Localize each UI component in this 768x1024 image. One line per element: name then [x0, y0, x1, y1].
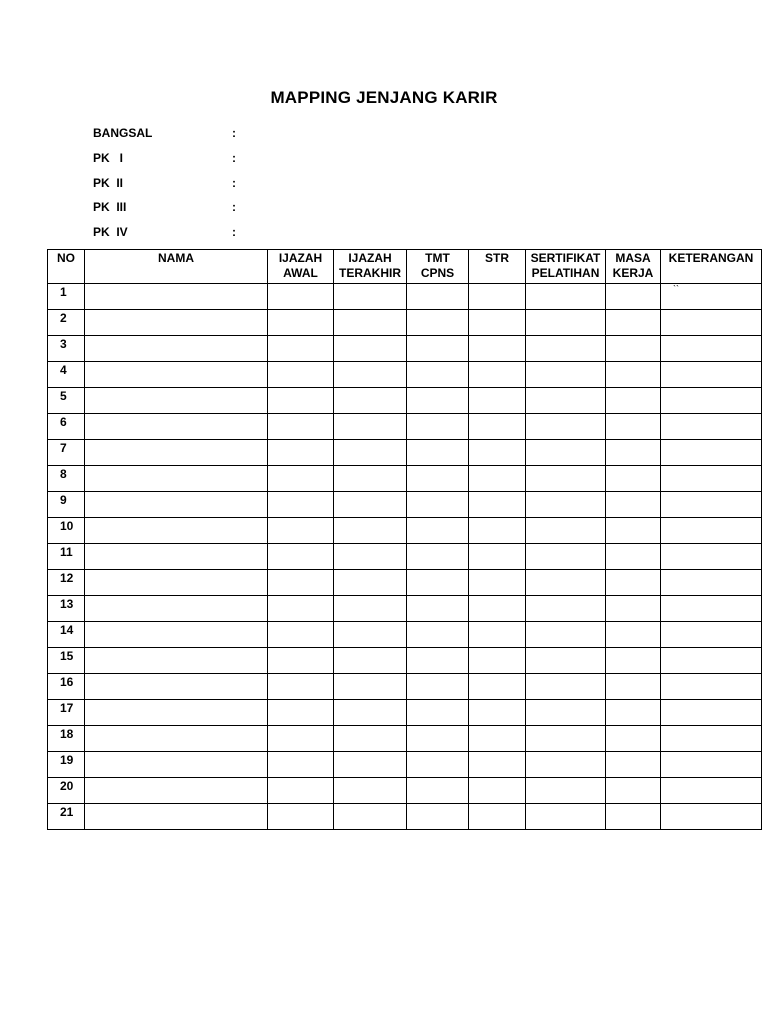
cell-ijazah-terakhir — [334, 492, 407, 518]
table-row — [48, 440, 762, 466]
cell-ijazah-awal — [268, 596, 334, 622]
table-row — [48, 388, 762, 414]
table-row — [48, 726, 762, 752]
cell-ijazah-awal — [268, 700, 334, 726]
cell-nama — [85, 284, 268, 310]
cell-no: 18 — [48, 726, 85, 752]
cell-nama — [85, 388, 268, 414]
cell-ijazah-awal — [268, 414, 334, 440]
cell-sertifikat-pelatihan — [526, 674, 606, 700]
cell-ijazah-terakhir — [334, 544, 407, 570]
cell-str — [469, 700, 526, 726]
cell-ijazah-awal — [268, 310, 334, 336]
cell-ijazah-awal — [268, 570, 334, 596]
cell-masa-kerja — [606, 388, 661, 414]
table-row — [48, 310, 762, 336]
cell-ijazah-terakhir — [334, 440, 407, 466]
cell-str — [469, 388, 526, 414]
cell-ijazah-terakhir — [334, 388, 407, 414]
cell-str — [469, 518, 526, 544]
cell-masa-kerja — [606, 726, 661, 752]
cell-tmt-cpns — [407, 596, 469, 622]
cell-sertifikat-pelatihan — [526, 466, 606, 492]
cell-str — [469, 492, 526, 518]
cell-sertifikat-pelatihan — [526, 804, 606, 830]
header-line-2: AWAL — [283, 266, 318, 280]
cell-ijazah-terakhir — [334, 778, 407, 804]
cell-sertifikat-pelatihan — [526, 310, 606, 336]
cell-no: 1 — [48, 284, 85, 310]
cell-ijazah-terakhir — [334, 752, 407, 778]
cell-str — [469, 544, 526, 570]
cell-str — [469, 362, 526, 388]
cell-str — [469, 674, 526, 700]
cell-str — [469, 726, 526, 752]
cell-sertifikat-pelatihan — [526, 414, 606, 440]
cell-ijazah-awal — [268, 284, 334, 310]
cell-str — [469, 648, 526, 674]
cell-sertifikat-pelatihan — [526, 492, 606, 518]
cell-nama — [85, 648, 268, 674]
cell-str — [469, 778, 526, 804]
table-row — [48, 778, 762, 804]
cell-no: 4 — [48, 362, 85, 388]
header-line-1: MASA — [615, 251, 651, 265]
cell-no: 2 — [48, 310, 85, 336]
info-label: BANGSAL — [93, 126, 153, 140]
header-line-1: SERTIFIKAT — [530, 251, 601, 265]
cell-keterangan — [661, 596, 762, 622]
cell-nama — [85, 466, 268, 492]
cell-nama — [85, 726, 268, 752]
table-row — [48, 804, 762, 830]
cell-tmt-cpns — [407, 648, 469, 674]
cell-sertifikat-pelatihan — [526, 284, 606, 310]
cell-nama — [85, 310, 268, 336]
cell-str — [469, 284, 526, 310]
cell-masa-kerja — [606, 648, 661, 674]
cell-ijazah-awal — [268, 804, 334, 830]
cell-masa-kerja — [606, 336, 661, 362]
cell-ijazah-terakhir — [334, 310, 407, 336]
header-line-1: IJAZAH — [278, 251, 323, 265]
column-header-str — [469, 250, 526, 284]
table-row — [48, 596, 762, 622]
table-row — [48, 518, 762, 544]
cell-ijazah-terakhir — [334, 466, 407, 492]
cell-tmt-cpns — [407, 362, 469, 388]
cell-tmt-cpns — [407, 310, 469, 336]
cell-sertifikat-pelatihan — [526, 648, 606, 674]
cell-ijazah-awal — [268, 388, 334, 414]
table-row — [48, 466, 762, 492]
header-line-2: CPNS — [420, 266, 455, 280]
cell-ijazah-terakhir — [334, 726, 407, 752]
table-row — [48, 648, 762, 674]
cell-sertifikat-pelatihan — [526, 778, 606, 804]
cell-tmt-cpns — [407, 414, 469, 440]
cell-nama — [85, 596, 268, 622]
cell-nama — [85, 414, 268, 440]
cell-no: 7 — [48, 440, 85, 466]
cell-tmt-cpns — [407, 752, 469, 778]
cell-sertifikat-pelatihan — [526, 726, 606, 752]
table-header-row — [48, 250, 762, 284]
column-header-tmt-cpns — [407, 250, 469, 284]
header-line-1: IJAZAH — [348, 251, 392, 265]
header-line-1: KETERANGAN — [668, 251, 754, 265]
cell-sertifikat-pelatihan — [526, 700, 606, 726]
cell-no: 19 — [48, 752, 85, 778]
cell-no: 11 — [48, 544, 85, 570]
cell-keterangan — [661, 804, 762, 830]
cell-ijazah-terakhir — [334, 570, 407, 596]
cell-str — [469, 622, 526, 648]
cell-no: 20 — [48, 778, 85, 804]
column-header-ijazah-awal — [268, 250, 334, 284]
cell-keterangan: `` — [661, 284, 762, 310]
info-label: PK III — [93, 200, 127, 215]
cell-nama — [85, 622, 268, 648]
cell-masa-kerja — [606, 778, 661, 804]
cell-tmt-cpns — [407, 700, 469, 726]
cell-masa-kerja — [606, 440, 661, 466]
info-colon: : — [232, 126, 236, 140]
cell-sertifikat-pelatihan — [526, 518, 606, 544]
cell-ijazah-awal — [268, 362, 334, 388]
cell-ijazah-awal — [268, 440, 334, 466]
table-row — [48, 492, 762, 518]
table-row — [48, 674, 762, 700]
cell-keterangan — [661, 362, 762, 388]
cell-no: 14 — [48, 622, 85, 648]
info-colon: : — [232, 175, 236, 190]
cell-no: 15 — [48, 648, 85, 674]
info-label: PK IV — [93, 225, 128, 239]
column-header-no — [48, 250, 85, 284]
table-row — [48, 700, 762, 726]
cell-masa-kerja — [606, 284, 661, 310]
cell-ijazah-terakhir — [334, 804, 407, 830]
header-line-2: PELATIHAN — [531, 266, 600, 280]
cell-keterangan — [661, 726, 762, 752]
cell-ijazah-terakhir — [334, 336, 407, 362]
cell-no: 5 — [48, 388, 85, 414]
cell-nama — [85, 700, 268, 726]
table-row — [48, 362, 762, 388]
cell-masa-kerja — [606, 752, 661, 778]
cell-sertifikat-pelatihan — [526, 388, 606, 414]
info-label: PK II — [93, 175, 124, 190]
cell-nama — [85, 492, 268, 518]
cell-str — [469, 752, 526, 778]
cell-masa-kerja — [606, 414, 661, 440]
cell-masa-kerja — [606, 492, 661, 518]
cell-sertifikat-pelatihan — [526, 752, 606, 778]
cell-tmt-cpns — [407, 778, 469, 804]
cell-no: 21 — [48, 804, 85, 830]
cell-nama — [85, 804, 268, 830]
cell-masa-kerja — [606, 518, 661, 544]
cell-tmt-cpns — [407, 336, 469, 362]
cell-tmt-cpns — [407, 544, 469, 570]
cell-no: 10 — [48, 518, 85, 544]
header-line-2: TERAKHIR — [339, 266, 401, 280]
cell-keterangan — [661, 310, 762, 336]
cell-ijazah-awal — [268, 622, 334, 648]
cell-tmt-cpns — [407, 518, 469, 544]
cell-ijazah-awal — [268, 492, 334, 518]
cell-tmt-cpns — [407, 804, 469, 830]
cell-ijazah-terakhir — [334, 414, 407, 440]
cell-keterangan — [661, 336, 762, 362]
cell-keterangan — [661, 570, 762, 596]
cell-tmt-cpns — [407, 674, 469, 700]
column-header-keterangan — [661, 250, 762, 284]
cell-ijazah-awal — [268, 778, 334, 804]
cell-masa-kerja — [606, 700, 661, 726]
cell-str — [469, 336, 526, 362]
table-row — [48, 622, 762, 648]
cell-str — [469, 310, 526, 336]
cell-ijazah-terakhir — [334, 284, 407, 310]
cell-ijazah-awal — [268, 648, 334, 674]
cell-keterangan — [661, 674, 762, 700]
header-line-1: STR — [485, 251, 509, 265]
cell-masa-kerja — [606, 622, 661, 648]
cell-masa-kerja — [606, 362, 661, 388]
cell-keterangan — [661, 492, 762, 518]
header-line-1: NAMA — [158, 251, 194, 265]
column-header-sertifikat-pelatihan — [526, 250, 606, 284]
cell-ijazah-awal — [268, 466, 334, 492]
cell-keterangan — [661, 388, 762, 414]
cell-nama — [85, 336, 268, 362]
cell-ijazah-terakhir — [334, 518, 407, 544]
cell-ijazah-terakhir — [334, 648, 407, 674]
column-header-ijazah-terakhir — [334, 250, 407, 284]
cell-masa-kerja — [606, 310, 661, 336]
column-header-nama — [85, 250, 268, 284]
cell-keterangan — [661, 700, 762, 726]
cell-no: 6 — [48, 414, 85, 440]
cell-no: 13 — [48, 596, 85, 622]
cell-tmt-cpns — [407, 492, 469, 518]
cell-ijazah-awal — [268, 518, 334, 544]
header-line-1: NO — [57, 251, 75, 265]
cell-ijazah-terakhir — [334, 700, 407, 726]
table-body — [48, 284, 762, 830]
cell-nama — [85, 518, 268, 544]
cell-no: 9 — [48, 492, 85, 518]
cell-keterangan — [661, 778, 762, 804]
table-row — [48, 336, 762, 362]
cell-str — [469, 804, 526, 830]
cell-masa-kerja — [606, 544, 661, 570]
cell-str — [469, 414, 526, 440]
cell-sertifikat-pelatihan — [526, 570, 606, 596]
career-mapping-table — [47, 249, 762, 830]
cell-keterangan — [661, 544, 762, 570]
info-colon: : — [232, 225, 236, 239]
table-row — [48, 752, 762, 778]
table-row — [48, 284, 762, 310]
cell-tmt-cpns — [407, 726, 469, 752]
cell-masa-kerja — [606, 596, 661, 622]
table-row — [48, 570, 762, 596]
cell-nama — [85, 674, 268, 700]
info-colon: : — [232, 200, 236, 215]
cell-no: 8 — [48, 466, 85, 492]
page-title: MAPPING JENJANG KARIR — [270, 88, 498, 107]
cell-str — [469, 596, 526, 622]
cell-keterangan — [661, 518, 762, 544]
cell-nama — [85, 362, 268, 388]
cell-str — [469, 440, 526, 466]
cell-ijazah-terakhir — [334, 622, 407, 648]
cell-ijazah-terakhir — [334, 596, 407, 622]
table-row — [48, 414, 762, 440]
cell-masa-kerja — [606, 804, 661, 830]
cell-masa-kerja — [606, 466, 661, 492]
cell-str — [469, 570, 526, 596]
cell-tmt-cpns — [407, 622, 469, 648]
cell-ijazah-awal — [268, 726, 334, 752]
cell-str — [469, 466, 526, 492]
cell-ijazah-terakhir — [334, 674, 407, 700]
info-colon: : — [232, 150, 236, 165]
cell-keterangan — [661, 752, 762, 778]
cell-nama — [85, 778, 268, 804]
cell-ijazah-awal — [268, 336, 334, 362]
info-label: PK I — [93, 150, 124, 165]
cell-tmt-cpns — [407, 388, 469, 414]
table-row — [48, 544, 762, 570]
cell-tmt-cpns — [407, 284, 469, 310]
header-line-1: TMT — [425, 251, 450, 265]
cell-nama — [85, 752, 268, 778]
cell-ijazah-awal — [268, 674, 334, 700]
cell-sertifikat-pelatihan — [526, 622, 606, 648]
cell-no: 3 — [48, 336, 85, 362]
cell-masa-kerja — [606, 674, 661, 700]
cell-no: 16 — [48, 674, 85, 700]
cell-tmt-cpns — [407, 466, 469, 492]
cell-keterangan — [661, 440, 762, 466]
cell-sertifikat-pelatihan — [526, 362, 606, 388]
cell-masa-kerja — [606, 570, 661, 596]
cell-tmt-cpns — [407, 440, 469, 466]
cell-sertifikat-pelatihan — [526, 544, 606, 570]
cell-ijazah-awal — [268, 544, 334, 570]
cell-nama — [85, 570, 268, 596]
column-header-masa-kerja — [606, 250, 661, 284]
cell-tmt-cpns — [407, 570, 469, 596]
cell-no: 17 — [48, 700, 85, 726]
cell-ijazah-awal — [268, 752, 334, 778]
cell-ijazah-terakhir — [334, 362, 407, 388]
cell-no: 12 — [48, 570, 85, 596]
header-line-2: KERJA — [612, 266, 654, 280]
cell-sertifikat-pelatihan — [526, 440, 606, 466]
cell-nama — [85, 440, 268, 466]
cell-sertifikat-pelatihan — [526, 596, 606, 622]
cell-keterangan — [661, 648, 762, 674]
cell-keterangan — [661, 622, 762, 648]
cell-nama — [85, 544, 268, 570]
cell-sertifikat-pelatihan — [526, 336, 606, 362]
cell-keterangan — [661, 414, 762, 440]
cell-keterangan — [661, 466, 762, 492]
